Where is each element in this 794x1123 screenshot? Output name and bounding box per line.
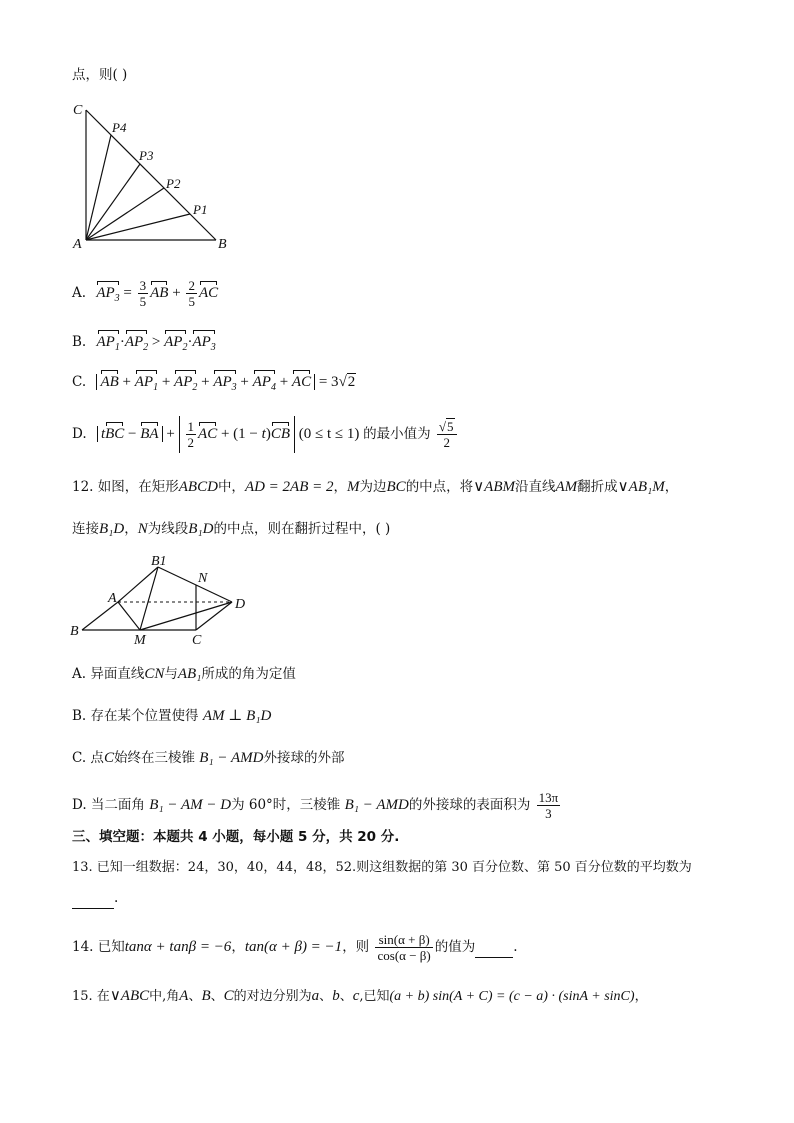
section-3-title: 三、填空题：本题共 4 小题，每小题 5 分，共 20 分. xyxy=(72,829,400,845)
q13-line2: . xyxy=(72,888,118,909)
label-B1: B1 xyxy=(151,554,167,569)
label-C2: C xyxy=(192,633,202,648)
triangle-figure xyxy=(68,98,248,256)
label-B: B xyxy=(218,237,227,252)
label-N: N xyxy=(198,571,208,586)
q11-option-b: B. $AP_1\cdot AP_2 > AP_2\cdot AP_3$ xyxy=(72,332,216,358)
label-B2: B xyxy=(70,624,79,639)
q11-option-d: D. tBC − BA + $\frac{1}{2}$ AC + (1 − t)CB (0 ≤ t ≤ 1) 的最小值为 $\frac{√5}{2}$ xyxy=(72,416,459,453)
q12-option-c: C. 点C始终在三棱锥 B₁ − AMD外接球的外部 xyxy=(72,750,345,766)
q14-line: 14. 已知tanα + tanβ = −6，tan(α + β) = −1，则 $\frac{\sin(\alpha + \beta)}{\cos(\alpha - \beta)}$ 的值为 . xyxy=(72,932,518,963)
vec-AP3: $AP_3$ xyxy=(96,283,119,309)
option-d-tail: 的最小值为 xyxy=(363,425,431,442)
option-c-value: = 3 xyxy=(318,374,339,390)
q13-answer-blank[interactable] xyxy=(72,888,114,909)
label-P4: P4 xyxy=(112,120,127,135)
label-P3: P3 xyxy=(139,148,154,163)
q11-option-c: C. AB + $AP_1 + AP_2 + AP_3 + AP_4$ + AC = 3√2 xyxy=(72,372,356,398)
option-d-range: (0 ≤ t ≤ 1) xyxy=(298,425,360,442)
q12-stem-line2: 连接B₁D，N为线段B₁D的中点，则在翻折过程中，( ) xyxy=(72,521,391,537)
q13-line1: 13. 已知一组数据：24，30，40，44，48，52.则这组数据的第 30 百分位数、第 50 百分位数的平均数为 xyxy=(72,860,692,875)
q15-line: 15. 在∨ABC中,角A、B、C的对边分别为a、b、c,已知(a + b) sin(A + C) = (c − a) · (sinA + sinC)， xyxy=(72,988,648,1004)
fold-figure xyxy=(68,552,268,650)
q12-option-b: B. 存在某个位置使得 AM ⊥ B₁D xyxy=(72,708,272,724)
q12-stem-line1: 12. 如图，在矩形ABCD中，AD = 2AB = 2，M为边BC的中点，将∨ABM沿直线AM翻折成∨AB₁M， xyxy=(72,479,679,495)
option-b-label: B. xyxy=(72,334,87,350)
label-M: M xyxy=(134,633,146,648)
q12-option-d: D. 当二面角 B₁ − AM − D为 60°时，三棱锥 B₁ − AMD的外接球的表面积为 $\frac{13\pi}{3}$ xyxy=(72,790,559,821)
intro-line: 点，则( ) xyxy=(72,67,128,83)
option-c-label: C. xyxy=(72,374,87,390)
label-A: A xyxy=(73,237,82,252)
label-P2: P2 xyxy=(166,176,181,191)
option-c-sqrt: 2 xyxy=(347,374,356,390)
label-A2: A xyxy=(108,591,117,606)
q12-option-a: A. 异面直线CN与AB₁所成的角为定值 xyxy=(72,666,296,682)
label-C: C xyxy=(73,103,83,118)
option-a-label: A. xyxy=(72,284,87,301)
label-D: D xyxy=(235,597,246,612)
q11-option-a: A. $AP_3$ = $\frac{3}{5}$ AB + $\frac{2}{5}$ AC xyxy=(72,278,219,309)
label-P1: P1 xyxy=(193,202,208,217)
q14-answer-blank[interactable] xyxy=(475,937,513,958)
option-d-label: D. xyxy=(72,425,87,442)
